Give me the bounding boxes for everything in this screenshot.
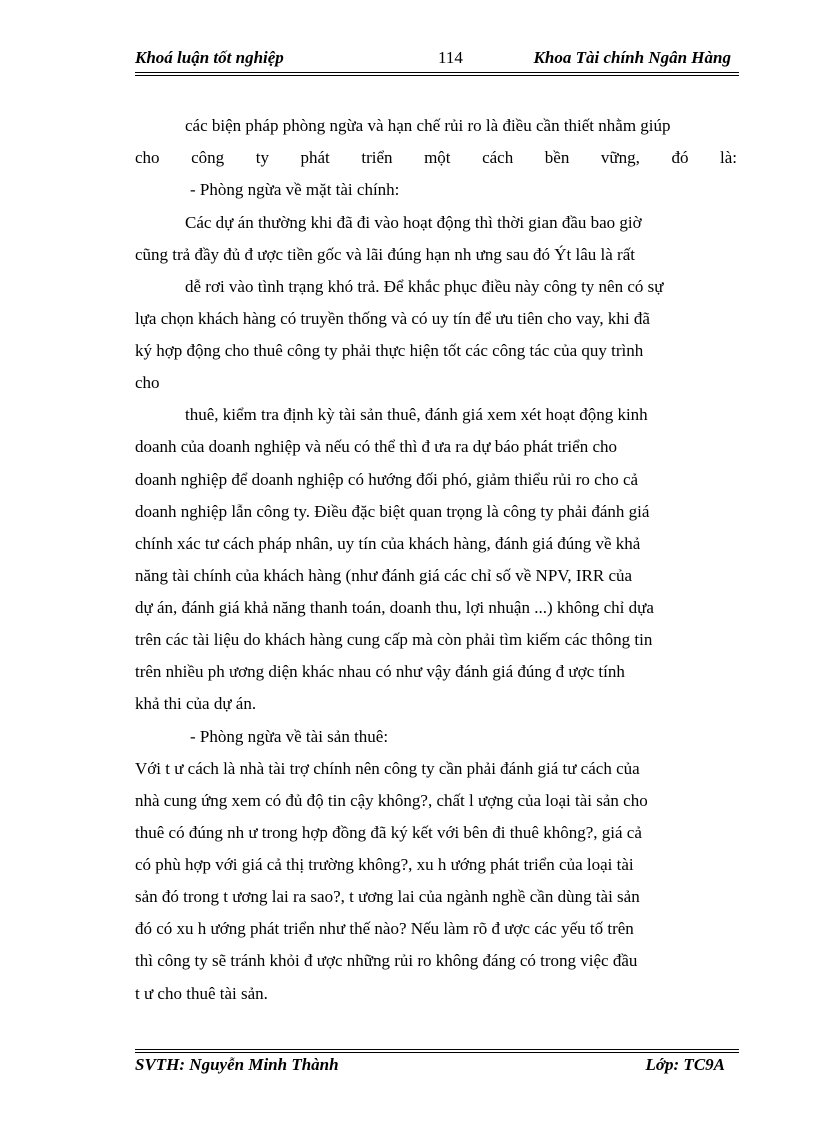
text-line: doanh nghiệp lẫn công ty. Điều đặc biệt quan trọng là công ty phải đánh giá xyxy=(135,502,650,521)
text-line: thuê có đúng nh ư trong hợp đồng đã ký kết với bên đi thuê không?, giá cả xyxy=(135,823,642,842)
text-line: khả thi của dự án. xyxy=(135,694,257,713)
text-line: cho xyxy=(135,373,160,392)
justified-word: bền xyxy=(544,148,570,167)
text-line: lựa chọn khách hàng có truyền thống và có uy tín để ưu tiên cho vay, khi đã xyxy=(135,309,650,328)
justified-word: đó xyxy=(671,148,689,167)
text-line: dễ rơi vào tình trạng khó trả. Để khắc phục điều này công ty nên có sự xyxy=(185,277,664,296)
justified-text-line xyxy=(135,148,737,168)
justified-word: triển xyxy=(361,148,393,167)
justified-word: phát xyxy=(300,148,330,167)
text-line: doanh của doanh nghiệp và nếu có thể thì đ ưa ra dự báo phát triển cho xyxy=(135,437,617,456)
footer-rule-bottom xyxy=(135,1052,739,1053)
text-line: các biện pháp phòng ngừa và hạn chế rủi ro là điều cần thiết nhằm giúp xyxy=(185,116,671,135)
text-line: chính xác tư cách pháp nhân, uy tín của khách hàng, đánh giá đúng về khả xyxy=(135,534,641,553)
page-number: 114 xyxy=(438,48,463,67)
text-line: thuê, kiểm tra định kỳ tài sản thuê, đánh giá xem xét hoạt động kinh xyxy=(185,405,648,424)
header-faculty: Khoa Tài chính Ngân Hàng xyxy=(533,48,731,67)
justified-word: vững, xyxy=(600,148,640,167)
text-line: ký hợp động cho thuê công ty phải thực hiện tốt các công tác của quy trình xyxy=(135,341,644,360)
footer-class: Lớp: TC9A xyxy=(645,1055,725,1074)
text-line: có phù hợp với giá cả thị trường không?, xu h ướng phát triển của loại tài xyxy=(135,855,634,874)
subheading-leased-assets: - Phòng ngừa về tài sản thuê: xyxy=(190,727,389,746)
text-line: dự án, đánh giá khả năng thanh toán, doanh thu, lợi nhuận ...) không chỉ dựa xyxy=(135,598,654,617)
justified-word: là: xyxy=(720,148,737,167)
text-line: trên nhiều ph ương diện khác nhau có như vậy đánh giá đúng đ ược tính xyxy=(135,662,625,681)
text-line: Với t ư cách là nhà tài trợ chính nên công ty cần phải đánh giá tư cách của xyxy=(135,759,640,778)
footer-student-name: SVTH: Nguyễn Minh Thành xyxy=(135,1055,339,1074)
text-line: nhà cung ứng xem có đủ độ tin cậy không?, chất l ượng của loại tài sản cho xyxy=(135,791,648,810)
justified-word: cách xyxy=(482,148,514,167)
header-rule-bottom xyxy=(135,75,739,76)
text-line: t ư cho thuê tài sản. xyxy=(135,984,268,1003)
subheading-financial: - Phòng ngừa về mặt tài chính: xyxy=(190,180,400,199)
text-line: sản đó trong t ương lai ra sao?, t ương lai của ngành nghề cần dùng tài sản xyxy=(135,887,640,906)
page-header xyxy=(135,48,739,70)
justified-word: cho xyxy=(135,148,160,167)
text-line: cũng trả đầy đủ đ ược tiền gốc và lãi đúng hạn nh ưng sau đó Ýt lâu là rất xyxy=(135,245,635,264)
justified-word: một xyxy=(424,148,451,167)
text-line: thì công ty sẽ tránh khỏi đ ược những rủi ro không đáng có trong việc đầu xyxy=(135,951,638,970)
text-line: đó có xu h ướng phát triển như thế nào? Nếu làm rõ đ ược các yếu tố trên xyxy=(135,919,634,938)
text-line: Các dự án thường khi đã đi vào hoạt động thì thời gian đầu bao giờ xyxy=(185,213,642,232)
text-line: năng tài chính của khách hàng (như đánh giá các chỉ số về NPV, IRR của xyxy=(135,566,633,585)
justified-word: công xyxy=(191,148,225,167)
page-footer xyxy=(135,1055,725,1077)
header-thesis-title: Khoá luận tốt nghiệp xyxy=(135,48,284,67)
text-line: doanh nghiệp để doanh nghiệp có hướng đối phó, giảm thiểu rủi ro cho cả xyxy=(135,470,639,489)
header-rule-top xyxy=(135,72,739,73)
footer-rule-top xyxy=(135,1049,739,1050)
text-line: trên các tài liệu do khách hàng cung cấp mà còn phải tìm kiếm các thông tin xyxy=(135,630,653,649)
justified-word: ty xyxy=(255,148,269,167)
